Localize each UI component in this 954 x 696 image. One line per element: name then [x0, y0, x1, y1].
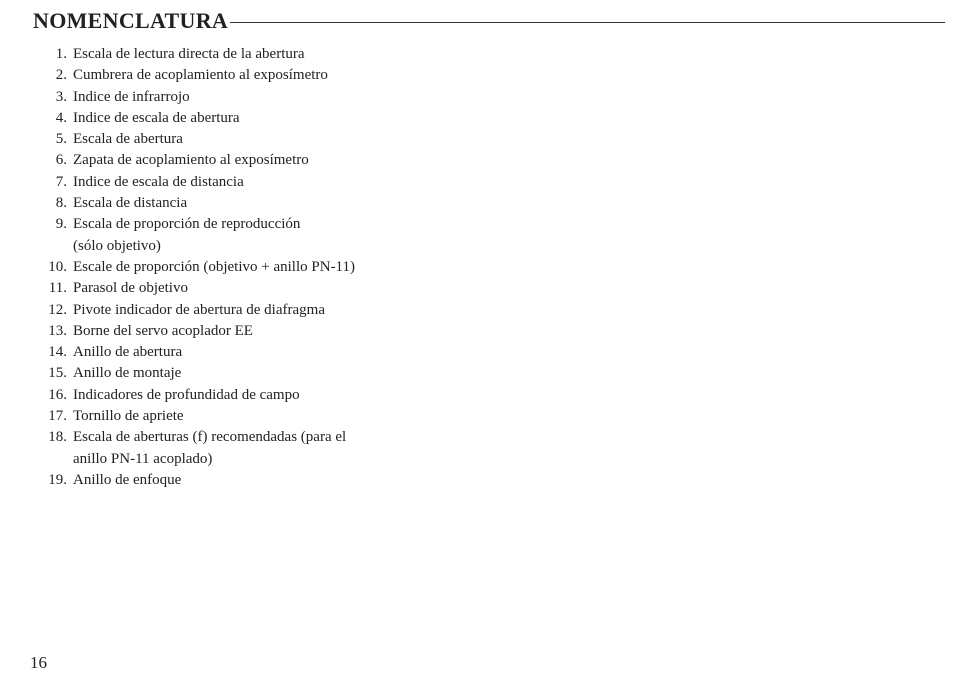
list-item: [33, 87, 355, 108]
list-item: [33, 278, 355, 299]
list-item-text: (sólo objetivo): [73, 237, 161, 254]
list-item-number: 6.: [55, 152, 67, 169]
list-item-text: Indice de escala de abertura: [73, 109, 240, 126]
list-item-number: [33, 449, 67, 470]
list-item-text: Anillo de enfoque: [73, 471, 182, 488]
list-item: [33, 406, 355, 427]
list-item-text: Zapata de acoplamiento al exposímetro: [73, 152, 309, 169]
list-item-number: 15.: [48, 365, 67, 382]
list-item-number: 18.: [48, 429, 67, 446]
page-title: NOMENCLATURA: [33, 8, 229, 33]
list-item-number: 7.: [55, 173, 67, 190]
list-item: [33, 172, 355, 193]
list-item-continuation: [33, 236, 355, 257]
list-item-number: 14.: [48, 344, 67, 361]
list-item: [33, 363, 355, 384]
list-item-text: Anillo de montaje: [73, 365, 182, 382]
list-item-number: 10.: [48, 258, 67, 275]
page-number: 16: [30, 653, 47, 672]
list-item-text: Indice de infrarrojo: [73, 88, 190, 105]
list-item: [33, 385, 355, 406]
list-item-number: 13.: [48, 322, 67, 339]
list-item-number: 1.: [55, 46, 67, 62]
list-item-number: 5.: [55, 131, 67, 148]
list-item-number: 3.: [55, 88, 67, 105]
list-item-text: Escala de abertura: [73, 131, 183, 148]
list-item: [33, 321, 355, 342]
list-item-text: Indicadores de profundidad de campo: [73, 386, 300, 403]
list-item-text: Escala de distancia: [73, 195, 188, 212]
list-item-text: Anillo de abertura: [73, 344, 183, 361]
list-item: [33, 65, 355, 86]
list-item-text: Escala de aberturas (f) recomendadas (para el: [73, 429, 347, 446]
list-item-number: 17.: [48, 408, 67, 425]
list-item-text: anillo PN-11 acoplado): [73, 450, 213, 467]
list-item-number: 16.: [48, 386, 67, 403]
list-item-text: Cumbrera de acoplamiento al exposímetro: [73, 67, 328, 84]
nomenclature-list: [33, 44, 355, 491]
list-item: [33, 257, 355, 278]
list-item: [33, 150, 355, 171]
list-item-number: [33, 236, 67, 257]
list-item-text: Tornillo de apriete: [73, 408, 184, 425]
list-item: [33, 342, 355, 363]
list-item: [33, 193, 355, 214]
list-item: [33, 129, 355, 150]
list-item-number: 9.: [55, 216, 67, 233]
list-item-text: Escale de proporción (objetivo + anillo PN-11): [73, 258, 355, 275]
list-item: [33, 214, 355, 235]
list-item: [33, 300, 355, 321]
list-item-number: 2.: [55, 67, 67, 84]
list-item-text: Escala de lectura directa de la abertura: [73, 46, 305, 62]
list-item-text: Borne del servo acoplador EE: [73, 322, 253, 339]
list-item-text: Pivote indicador de abertura de diafragma: [73, 301, 325, 318]
list-item-continuation: [33, 449, 355, 470]
section-header: [33, 6, 945, 36]
list-item: [33, 108, 355, 129]
list-item: [33, 427, 355, 448]
list-item-number: 4.: [55, 109, 67, 126]
list-item-text: Parasol de objetivo: [73, 280, 188, 297]
list-item-text: Indice de escala de distancia: [73, 173, 244, 190]
list-item-number: 12.: [48, 301, 67, 318]
title-rule: [230, 22, 945, 23]
list-item-number: 8.: [55, 195, 67, 212]
list-item-text: Escala de proporción de reproducción: [73, 216, 301, 233]
list-item: [33, 44, 355, 65]
list-item-number: 11.: [48, 280, 67, 297]
list-item: [33, 470, 355, 491]
list-item-number: 19.: [48, 471, 67, 488]
